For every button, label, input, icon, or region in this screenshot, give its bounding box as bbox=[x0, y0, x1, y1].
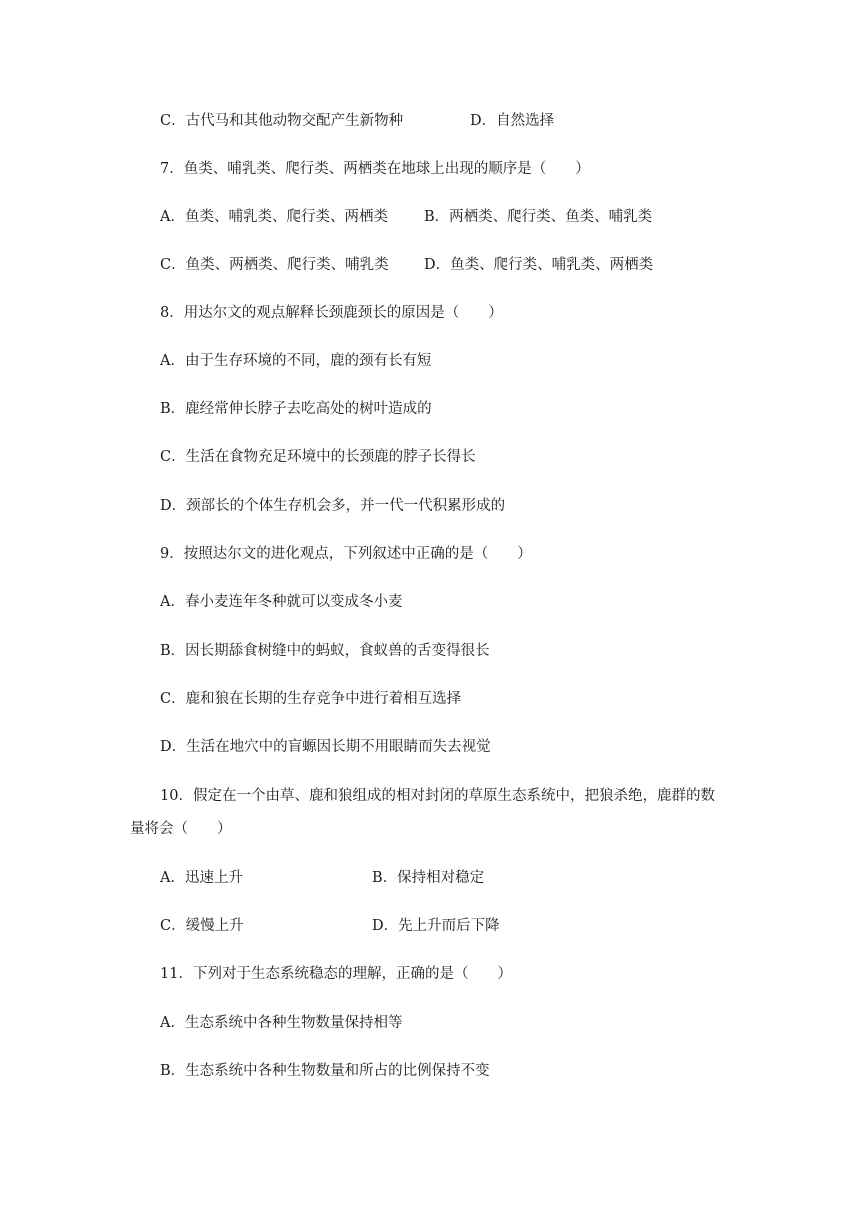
q8-option-a: A．由于生存环境的不同，鹿的颈有长有短 bbox=[160, 353, 432, 369]
q10-option-a: A．迅速上升 bbox=[160, 870, 243, 886]
q9-stem: 9．按照达尔文的进化观点，下列叙述中正确的是（ ） bbox=[160, 546, 532, 562]
q9-option-d: D．生活在地穴中的盲螈因长期不用眼睛而失去视觉 bbox=[160, 739, 491, 755]
q7-stem: 7．鱼类、哺乳类、爬行类、两栖类在地球上出现的顺序是（ ） bbox=[160, 161, 590, 177]
q11-stem: 11．下列对于生态系统稳态的理解，正确的是（ ） bbox=[160, 966, 512, 982]
q8-option-c: C．生活在食物充足环境中的长颈鹿的脖子长得长 bbox=[160, 449, 476, 465]
q7-option-d: D．鱼类、爬行类、哺乳类、两栖类 bbox=[424, 257, 654, 273]
q6-option-c: C．古代马和其他动物交配产生新物种 bbox=[160, 113, 404, 129]
q10-stem-line1: 10．假定在一个由草、鹿和狼组成的相对封闭的草原生态系统中，把狼杀绝，鹿群的数 bbox=[160, 788, 715, 804]
q10-stem-line2: 量将会（ ） bbox=[130, 821, 232, 837]
q10-option-d: D．先上升而后下降 bbox=[372, 918, 500, 934]
q11-option-a: A．生态系统中各种生物数量保持相等 bbox=[160, 1015, 403, 1031]
q8-stem: 8．用达尔文的观点解释长颈鹿颈长的原因是（ ） bbox=[160, 305, 503, 321]
q7-option-c: C．鱼类、两栖类、爬行类、哺乳类 bbox=[160, 257, 389, 273]
q9-option-a: A．春小麦连年冬种就可以变成冬小麦 bbox=[160, 594, 403, 610]
q9-option-b: B．因长期舔食树缝中的蚂蚁，食蚁兽的舌变得很长 bbox=[160, 643, 490, 659]
q8-option-b: B．鹿经常伸长脖子去吃高处的树叶造成的 bbox=[160, 401, 432, 417]
q8-option-d: D．颈部长的个体生存机会多，并一代一代积累形成的 bbox=[160, 498, 506, 514]
q10-option-b: B．保持相对稳定 bbox=[372, 870, 485, 886]
q7-option-a: A．鱼类、哺乳类、爬行类、两栖类 bbox=[160, 209, 388, 225]
q9-option-c: C．鹿和狼在长期的生存竞争中进行着相互选择 bbox=[160, 691, 462, 707]
q10-option-c: C．缓慢上升 bbox=[160, 918, 244, 934]
q6-option-d: D．自然选择 bbox=[470, 113, 555, 129]
q7-option-b: B．两栖类、爬行类、鱼类、哺乳类 bbox=[424, 209, 653, 225]
q11-option-b: B．生态系统中各种生物数量和所占的比例保持不变 bbox=[160, 1063, 490, 1079]
